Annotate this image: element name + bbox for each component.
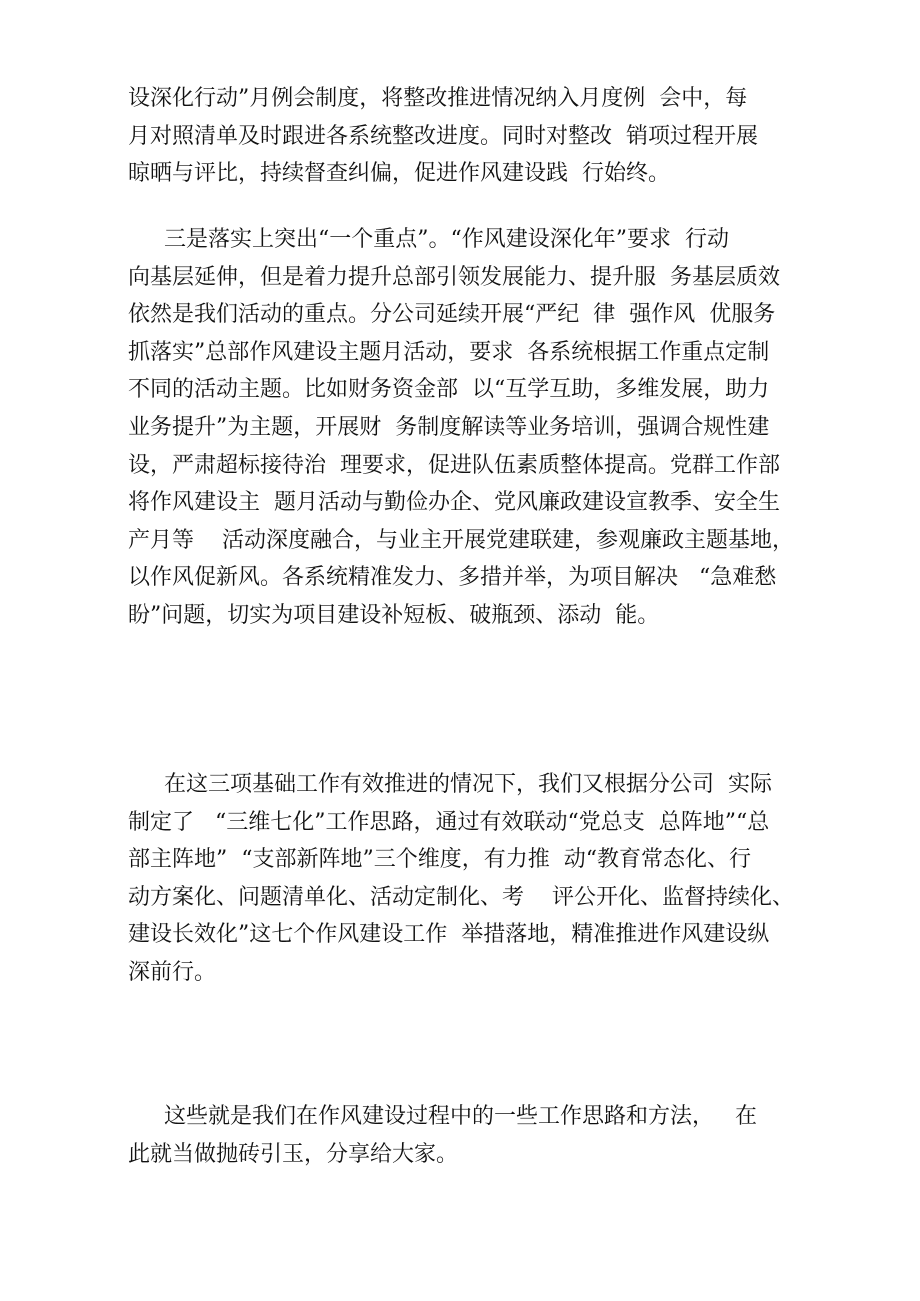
text-line: 向基层延伸，但是着力提升总部引领发展能力、提升服 务基层质效 [128, 264, 780, 290]
text-line: 建设长效化”这七个作风建设工作 举措落地，精准推进作风建设纵 [128, 922, 770, 948]
paragraph-continued [128, 80, 828, 193]
text-line: 在这三项基础工作有效推进的情况下，我们又根据分公司 实际 [164, 772, 772, 797]
text-line: 深前行。 [128, 959, 217, 985]
text-line: 月对照清单及时跟进各系统整改进度。同时对整改 销项过程开展 [128, 123, 758, 149]
text-line: 将作风建设主 题月活动与勤俭办企、党风廉政建设宣教季、安全生 [128, 490, 780, 516]
text-line: 动方案化、问题清单化、活动定制化、考 评公开化、监督持续化、 [128, 884, 794, 910]
text-line: 不同的活动主题。比如财务资金部 以“互学互助，多维发展，助力 [128, 377, 770, 403]
text-line: 部主阵地” “支部新阵地”三个维度，有力推 动“教育常态化、行 [128, 847, 751, 873]
text-line: 这些就是我们在作风建设过程中的一些工作思路和方法， 在 [164, 1104, 757, 1129]
paragraph-closing [128, 1098, 828, 1173]
text-line: 以作风促新风。各系统精准发力、多措并举，为项目解决 “急难愁 [128, 565, 777, 591]
text-line: 产月等 活动深度融合，与业主开展党建联建，参观廉政主题基地， [128, 527, 794, 553]
text-line: 设深化行动”月例会制度，将整改推进情况纳入月度例 会中，每 [128, 86, 748, 111]
text-line: 晾晒与评比，持续督查纠偏，促进作风建设践 行始终。 [128, 161, 670, 187]
text-line: 制定了 “三维七化”工作思路，通过有效联动“党总支 总阵地”“总 [128, 809, 770, 835]
paragraph-focus [128, 221, 828, 635]
text-line: 业务提升”为主题，开展财 务制度解读等业务培训，强调合规性建 [128, 414, 770, 440]
text-line: 此就当做抛砖引玉，分享给大家。 [128, 1141, 459, 1167]
paragraph-three-dimensions [128, 766, 828, 992]
text-line: 抓落实”总部作风建设主题月活动，要求 各系统根据工作重点定制 [128, 339, 770, 365]
text-line: 三是落实上突出“一个重点”。“作风建设深化年”要求 行动 [164, 227, 729, 252]
text-line: 设，严肃超标接待治 理要求，促进队伍素质整体提高。党群工作部 [128, 452, 780, 478]
text-line: 依然是我们活动的重点。分公司延续开展“严纪 律 强作风 优服务 [128, 302, 776, 328]
text-line: 盼”问题，切实为项目建设补短板、破瓶颈、添动 能。 [128, 602, 660, 628]
